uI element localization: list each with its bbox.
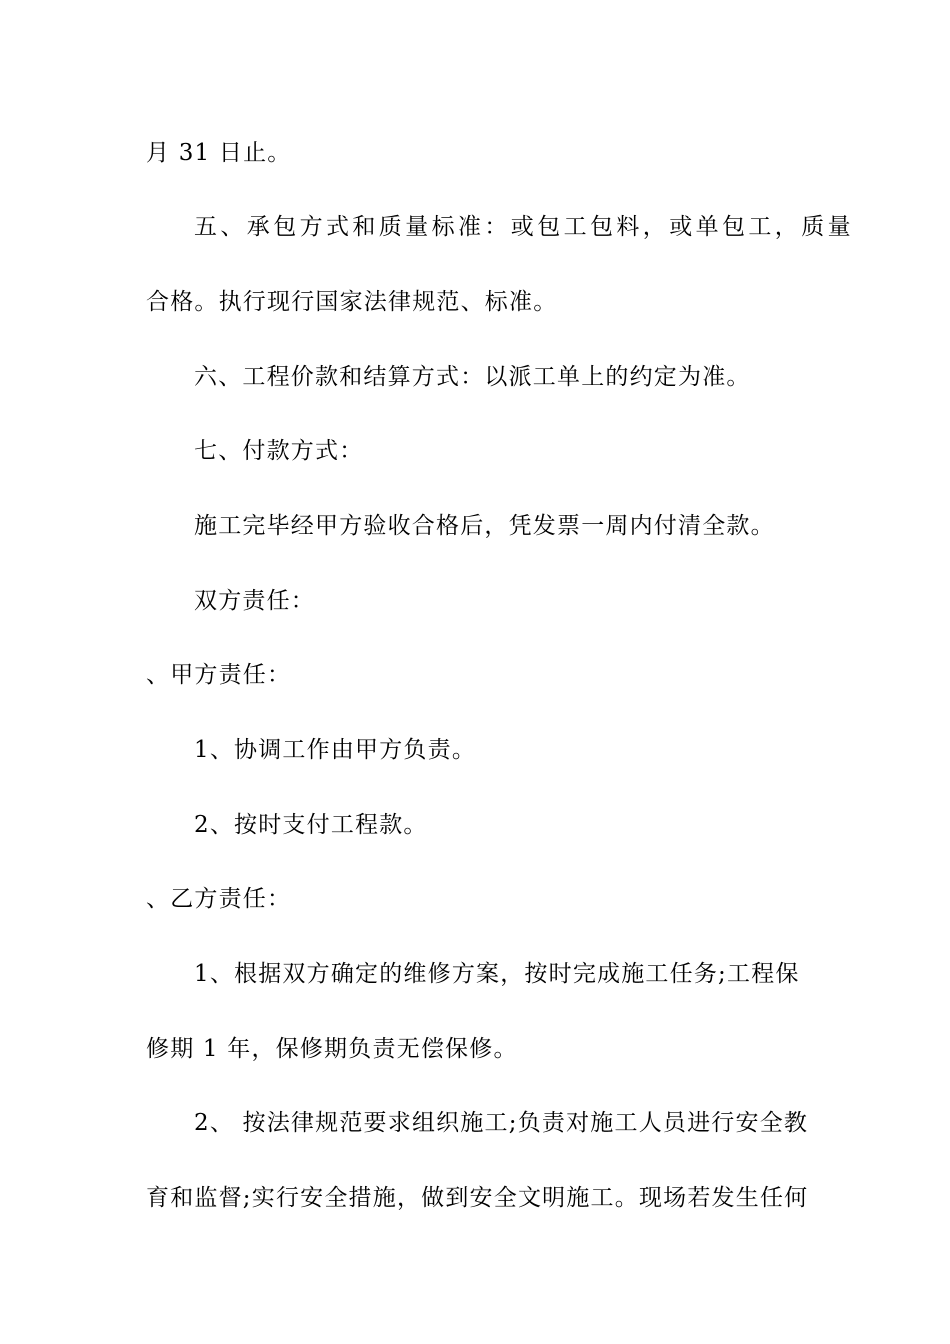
text-line: 修期 1 年，保修期负责无偿保修。 [146,1036,518,1062]
text-line: 双方责任： [194,588,315,614]
text-line: 1、根据双方确定的维修方案，按时完成施工任务;工程保 [194,961,800,987]
text-line: 1、协调工作由甲方负责。 [194,737,477,763]
text-line: 施工完毕经甲方验收合格后，凭发票一周内付清全款。 [194,513,775,539]
text-line: 2、按时支付工程款。 [194,812,428,838]
text-line: 五、承包方式和质量标准：或包工包料，或单包工，质量 [194,214,854,240]
text-line: 育和监督;实行安全措施，做到安全文明施工。现场若发生任何 [146,1185,809,1211]
text-line: 六、工程价款和结算方式：以派工单上的约定为准。 [194,364,751,390]
text-line: 合格。执行现行国家法律规范、标准。 [146,289,558,315]
text-line: 、乙方责任： [146,886,292,912]
text-line: 七、付款方式： [194,438,364,464]
text-line: 2、 按法律规范要求组织施工;负责对施工人员进行安全教 [194,1110,809,1136]
text-line: 月 31 日止。 [146,140,292,166]
text-line: 、甲方责任： [146,662,292,688]
